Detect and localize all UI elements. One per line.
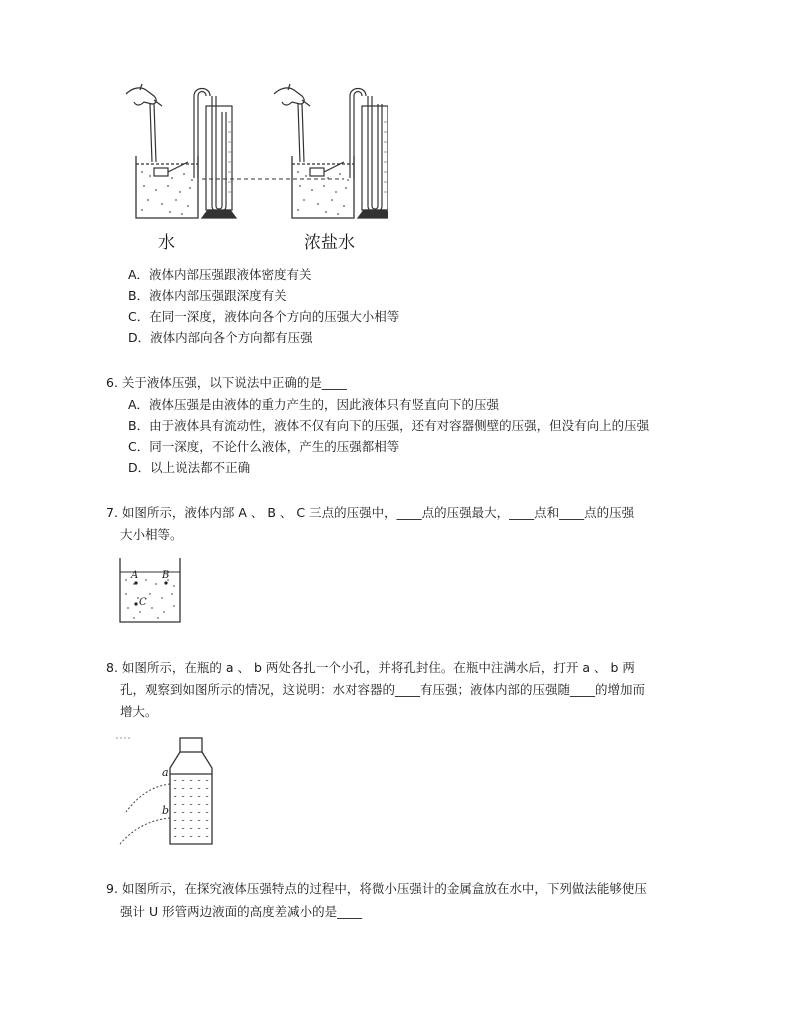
- q6-option-b: B．由于液体具有流动性，液体不仅有向下的压强，还有对容器侧壁的压强，但没有向上的压强: [128, 418, 650, 433]
- hand-left-icon: [126, 84, 162, 162]
- label-c: C: [139, 597, 147, 608]
- liquid-dots-left: [141, 171, 193, 215]
- q5-option-a: A．液体内部压强跟液体密度有关: [128, 267, 312, 282]
- q8-line-1: 8. 如图所示，在瓶的 a 、 b 两处各扎一个小孔，并将孔封住。在瓶中注满水后，打开 a 、 b 两: [106, 660, 635, 675]
- q6-option-d: D．以上说法都不正确: [128, 460, 251, 475]
- figure-pressure-gauges: [118, 82, 388, 252]
- caption-water: 水: [158, 233, 175, 253]
- bottle-diagram: [112, 734, 222, 846]
- container-abc-diagram: [116, 556, 186, 626]
- label-hole-b: b: [162, 804, 170, 817]
- u-tube-right: [358, 96, 388, 218]
- pressure-gauge-diagram: [118, 82, 388, 252]
- hand-right-icon: [274, 84, 310, 162]
- q5-option-b: B．液体内部压强跟深度有关: [128, 288, 287, 303]
- q5-option-c: C．在同一深度，液体向各个方向的压强大小相等: [128, 309, 400, 324]
- point-b: [164, 581, 167, 584]
- beaker-right: [292, 156, 354, 218]
- point-a: [134, 581, 137, 584]
- u-tube-left: [202, 96, 236, 218]
- label-hole-a: a: [162, 766, 169, 779]
- caption-brine: 浓盐水: [304, 233, 355, 253]
- u-tube-right-scale: [384, 122, 387, 192]
- q8-line-3: 增大。: [120, 704, 158, 719]
- q8-line-2: 孔，观察到如图所示的情况，这说明：水对容器的____有压强；液体内部的压强随____的增加而: [120, 682, 646, 697]
- q7-line-1: 7. 如图所示，液体内部 A 、 B 、 C 三点的压强中，____点的压强最大，____点和____点的压强: [106, 505, 635, 520]
- q7-line-2: 大小相等。: [120, 527, 183, 542]
- q6-option-a: A．液体压强是由液体的重力产生的，因此液体只有竖直向下的压强: [128, 397, 500, 412]
- q6-option-c: C．同一深度，不论什么液体，产生的压强都相等: [128, 439, 400, 454]
- q5-option-d: D．液体内部向各个方向都有压强: [128, 330, 313, 345]
- u-tube-left-scale: [228, 122, 231, 192]
- beaker-left: [136, 156, 198, 218]
- q6-stem: 6. 关于液体压强，以下说法中正确的是____: [106, 375, 347, 390]
- label-b: B: [162, 570, 170, 581]
- label-a: A: [131, 570, 139, 581]
- point-c: [134, 602, 137, 605]
- figure-bottle-holes: [112, 734, 222, 846]
- liquid-dots-right: [297, 171, 349, 215]
- figure-container-abc: [116, 556, 186, 626]
- jet-b: [120, 818, 170, 844]
- q9-line-1: 9. 如图所示，在探究液体压强特点的过程中，将微小压强计的金属盒放在水中，下列做法能够使压: [106, 881, 647, 896]
- q9-line-2: 强计 U 形管两边液面的高度差减小的是____: [120, 904, 363, 919]
